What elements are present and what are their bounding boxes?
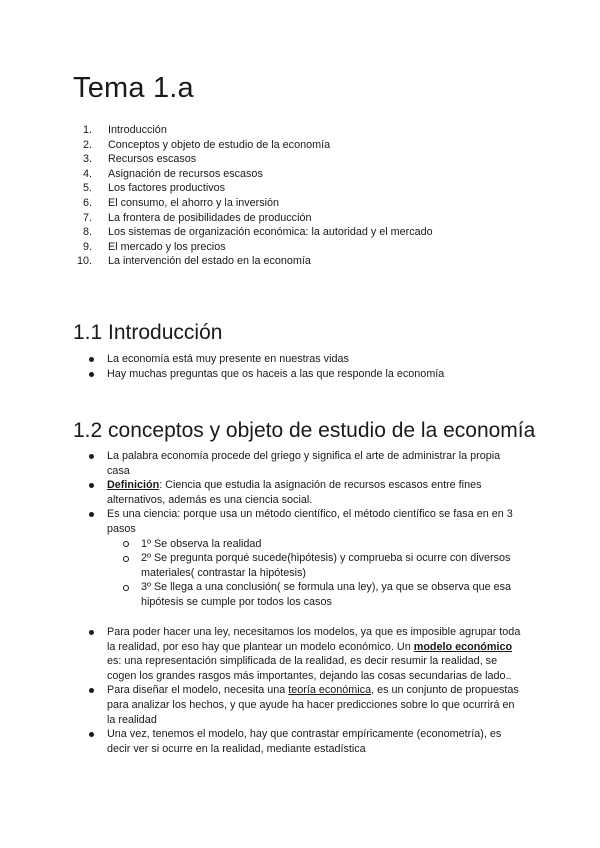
bullet-text: Para poder hacer una ley, necesitamos los modelos, ya que es imposible agrupar toda la realidad, por eso hay que plantear un modelo económico. Un [107, 626, 521, 653]
step-text: 1º Se observa la realidad [141, 537, 262, 550]
bullet-text: La palabra economía procede del griego y significa el arte de administrar la propia casa [107, 450, 501, 477]
sub-list-item [107, 537, 523, 552]
bullet-list-modelos [73, 625, 523, 756]
document-title: Tema 1.a [73, 72, 194, 104]
bullet-text: , es un conjunto de propuestas para analizar los hechos, y que ayude ha hacer predicciones sobre lo que ocurrirá en la realidad [107, 684, 519, 726]
bullet-icon [89, 483, 94, 488]
toc-text: Recursos escasos [108, 153, 197, 166]
hollow-bullet-icon [123, 585, 129, 591]
bullet-text: La economía está muy presente en nuestras vidas [107, 353, 349, 365]
bullet-text: Para diseñar el modelo, necesita una [107, 684, 289, 697]
toc-number: 4. [82, 167, 92, 180]
bullet-text: Una vez, tenemos el modelo, hay que contrastar empíricamente (econometría), es decir ver si ocurre en la realidad, mediante estadística [107, 728, 502, 755]
hollow-bullet-icon [123, 541, 129, 547]
bullet-icon [89, 688, 94, 693]
list-item [73, 367, 523, 382]
list-item [73, 449, 523, 478]
sub-list-item [107, 551, 523, 580]
toc-number: 6. [82, 196, 92, 209]
toc-number: 10. [76, 255, 92, 268]
bullet-icon [89, 454, 94, 459]
bullet-list-conceptos [73, 449, 523, 610]
bullet-text: Hay muchas preguntas que os haceis a las que responde la economía [107, 367, 445, 380]
bullet-icon [89, 372, 94, 377]
toc-number: 9. [82, 240, 92, 253]
toc-text: La frontera de posibilidades de producción [108, 211, 312, 224]
definition-label: Definición [107, 479, 160, 492]
list-item [73, 352, 523, 367]
toc-text: Los factores productivos [108, 182, 226, 195]
toc-text: La intervención del estado en la economía [108, 255, 311, 268]
bullet-icon [89, 630, 94, 635]
toc-text: Asignación de recursos escasos [108, 167, 263, 180]
toc-number: 1. [82, 124, 92, 136]
sub-list-item [107, 580, 523, 609]
list-item [73, 727, 523, 756]
toc-text: Introducción [108, 124, 167, 136]
section-heading-introduccion: 1.1 Introducción [73, 321, 223, 344]
bullet-icon [89, 357, 94, 362]
toc-number: 8. [82, 226, 92, 239]
list-item [73, 625, 523, 683]
hollow-bullet-icon [123, 556, 129, 562]
step-text: 3º Se llega a una conclusión( se formula una ley), ya que se observa que esa hipótesis se cumple por todos los casos [141, 581, 512, 608]
toc-text: Conceptos y objeto de estudio de la economía [108, 138, 331, 151]
bullet-list-introduccion [73, 352, 523, 381]
toc-number: 7. [82, 211, 92, 224]
teoria-economica-term: teoría económica [288, 684, 372, 697]
list-item [73, 478, 523, 507]
definition-text: : Ciencia que estudia la asignación de recursos escasos entre fines alternativos, además es una ciencia social. [107, 479, 482, 506]
toc-number: 5. [82, 182, 92, 195]
bullet-icon [89, 512, 94, 517]
toc-text: El consumo, el ahorro y la inversión [108, 196, 280, 209]
modelo-economico-term: modelo económico [413, 640, 513, 653]
toc-text: Los sistemas de organización económica: la autoridad y el mercado [108, 226, 433, 239]
section-heading-conceptos: 1.2 conceptos y objeto de estudio de la economía [73, 419, 536, 442]
toc-text: El mercado y los precios [108, 240, 226, 253]
list-item [73, 683, 523, 727]
bullet-text: es: una representación simplificada de la realidad, es decir resumir la realidad, se cogen los grandes rasgos más importantes, dejando las cosas secundarias de lado.. [107, 655, 512, 682]
step-text: 2º Se pregunta porqué sucede(hipótesis) y comprueba si ocurre con diversos materiales( contrastar la hipótesis) [141, 552, 511, 579]
bullet-text: Es una ciencia: porque usa un método científico, el método científico se fasa en en 3 pasos [107, 508, 513, 535]
toc-number: 3. [82, 153, 92, 166]
toc-number: 2. [82, 138, 92, 151]
bullet-icon [89, 732, 94, 737]
list-item [73, 507, 523, 609]
method-steps-list [107, 537, 523, 610]
